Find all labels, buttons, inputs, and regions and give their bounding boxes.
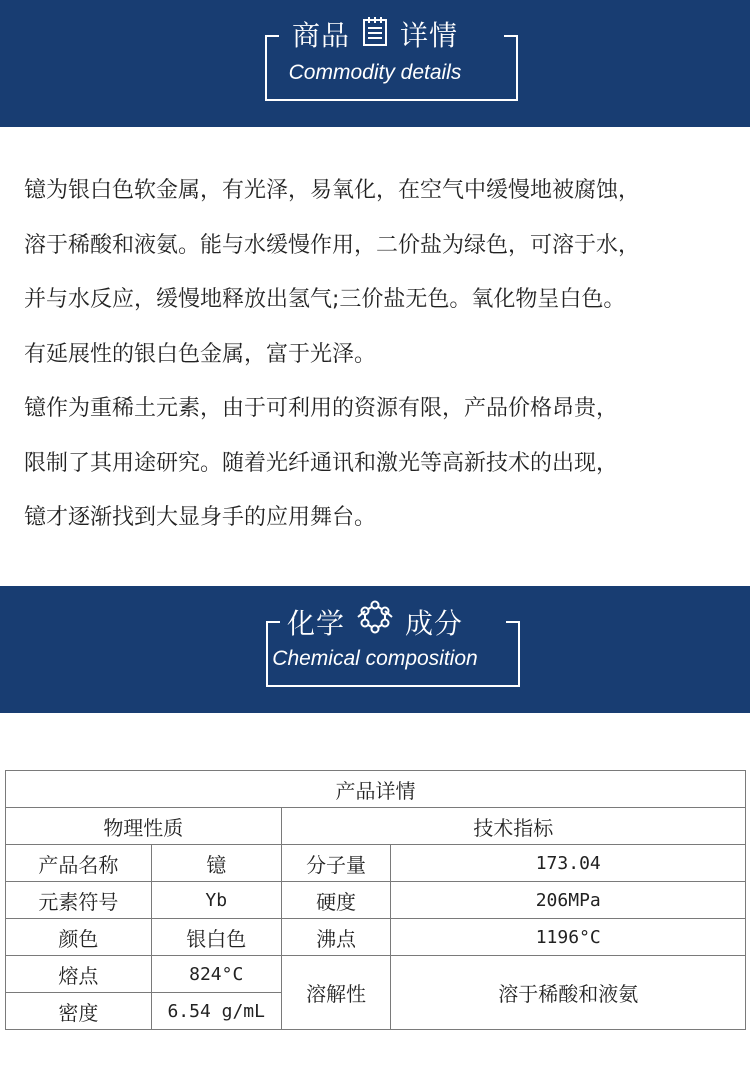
cell-value: 6.54 g/mL [151, 993, 281, 1030]
cell-key: 产品名称 [6, 845, 152, 882]
product-spec-table [5, 770, 746, 1030]
section-heading [0, 600, 750, 643]
intro-line: 并与水反应，缓慢地释放出氢气;三价盐无色。氧化物呈白色。 [24, 287, 626, 312]
table-row [6, 771, 746, 808]
section-subtitle: Chemical composition [272, 647, 478, 670]
table-row [6, 956, 746, 993]
intro-line: 有延展性的银白色金属，富于光泽。 [24, 341, 377, 367]
commodity-details-banner [0, 0, 750, 127]
cell-key: 熔点 [6, 956, 152, 993]
cell-value: 1196°C [391, 919, 746, 956]
cell-value: 824°C [151, 956, 281, 993]
heading-left: 商品 [291, 19, 350, 52]
cell-value: Yb [151, 882, 281, 919]
cell-value: 173.04 [391, 845, 746, 882]
table-row [6, 808, 746, 845]
table-title: 产品详情 [6, 771, 746, 808]
intro-line: 限制了其用途研究。随着光纤通讯和激光等高新技术的出现， [24, 450, 619, 476]
cell-key: 密度 [6, 993, 152, 1030]
cell-key: 颜色 [6, 919, 152, 956]
intro-line: 镱作为重稀土元素，由于可利用的资源有限，产品价格昂贵， [24, 396, 619, 421]
cell-value: 镱 [151, 845, 281, 882]
heading-right: 详情 [400, 19, 459, 52]
table-row [6, 845, 746, 882]
cell-key: 硬度 [281, 882, 391, 919]
chemical-composition-banner [0, 586, 750, 713]
section-heading [0, 14, 750, 54]
cell-key: 沸点 [281, 919, 391, 956]
cell-value: 银白色 [151, 919, 281, 956]
table-row [6, 919, 746, 956]
cell-key: 分子量 [281, 845, 391, 882]
intro-line: 镱为银白色软金属，有光泽，易氧化，在空气中缓慢地被腐蚀， [24, 178, 641, 203]
section-subtitle: Commodity details [288, 61, 462, 84]
cell-value: 溶于稀酸和液氨 [391, 956, 746, 1030]
notepad-icon [360, 15, 390, 54]
heading-left: 化学 [286, 606, 345, 640]
table-row [6, 882, 746, 919]
cell-value: 206MPa [391, 882, 746, 919]
cell-key: 溶解性 [281, 956, 391, 1030]
cell-key: 元素符号 [6, 882, 152, 919]
header-physical-properties: 物理性质 [6, 808, 282, 845]
header-technical-specs: 技术指标 [281, 808, 745, 845]
molecule-icon [355, 600, 395, 643]
intro-line: 溶于稀酸和液氨。能与水缓慢作用，二价盐为绿色，可溶于水， [24, 232, 641, 258]
intro-paragraph [24, 164, 739, 546]
intro-line: 镱才逐渐找到大显身手的应用舞台。 [24, 505, 377, 530]
heading-right: 成分 [405, 606, 464, 640]
